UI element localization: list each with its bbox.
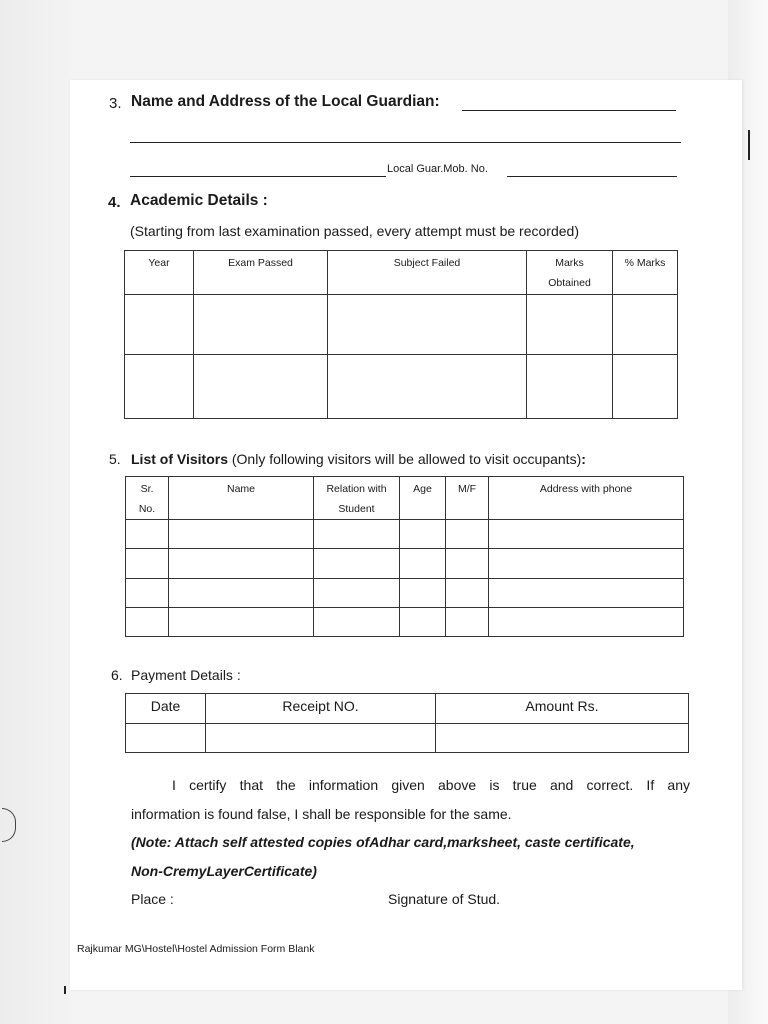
table-cell[interactable] — [400, 520, 446, 549]
table-cell[interactable] — [446, 608, 489, 637]
visitors-header-row — [126, 477, 684, 520]
section-5-number: 5. — [109, 451, 121, 467]
table-cell[interactable] — [489, 520, 684, 549]
academic-table — [124, 250, 678, 419]
declaration-line-1: I certify that the information given above is true and correct. If any — [172, 777, 690, 793]
table-row — [126, 549, 684, 579]
table-cell[interactable] — [527, 355, 613, 419]
form-page — [70, 80, 742, 990]
section-4-number: 4. — [108, 194, 121, 211]
payment-col-date: Date — [126, 694, 206, 724]
academic-col-header: Subject Failed — [328, 251, 527, 295]
table-cell[interactable] — [400, 549, 446, 579]
visitors-subtitle: (Only following visitors will be allowed to visit occupants) — [231, 451, 582, 467]
visitors-colon: : — [581, 451, 586, 467]
table-row — [125, 295, 678, 355]
edge-tick-mark — [748, 130, 750, 160]
academic-heading: Academic Details : — [130, 192, 268, 209]
table-cell[interactable] — [206, 724, 436, 753]
academic-col-header: Exam Passed — [194, 251, 328, 295]
guardian-heading: Name and Address of the Local Guardian: — [131, 93, 440, 110]
table-row — [126, 608, 684, 637]
payment-header-row — [126, 694, 689, 724]
visitors-col-header: M/F — [446, 477, 489, 520]
table-cell[interactable] — [126, 579, 169, 608]
visitors-heading: List of Visitors — [131, 451, 228, 467]
table-cell[interactable] — [314, 520, 400, 549]
table-cell[interactable] — [169, 549, 314, 579]
table-cell[interactable] — [169, 608, 314, 637]
note-line-2: Non-CremyLayerCertificate) — [131, 863, 317, 879]
table-cell[interactable] — [489, 549, 684, 579]
table-cell[interactable] — [489, 579, 684, 608]
table-row — [126, 724, 689, 753]
table-cell[interactable] — [314, 549, 400, 579]
table-cell[interactable] — [328, 355, 527, 419]
table-cell[interactable] — [400, 608, 446, 637]
table-cell[interactable] — [194, 355, 328, 419]
section-3-number: 3. — [109, 95, 122, 112]
table-cell[interactable] — [125, 295, 194, 355]
table-cell[interactable] — [527, 295, 613, 355]
visitors-heading-line — [131, 451, 586, 467]
table-cell[interactable] — [613, 355, 678, 419]
visitors-col-header: Relation with Student — [314, 477, 400, 520]
academic-col-header: Marks Obtained — [527, 251, 613, 295]
table-cell[interactable] — [489, 608, 684, 637]
table-cell[interactable] — [125, 355, 194, 419]
visitors-table — [125, 476, 684, 637]
academic-col-header: % Marks — [613, 251, 678, 295]
table-cell[interactable] — [314, 608, 400, 637]
visitors-col-header: Age — [400, 477, 446, 520]
signature-label: Signature of Stud. — [388, 891, 501, 907]
academic-header-row — [125, 251, 678, 295]
table-cell[interactable] — [126, 608, 169, 637]
place-label: Place : — [131, 891, 174, 907]
footer-file-path: Rajkumar MG\Hostel\Hostel Admission Form Blank — [77, 943, 315, 955]
payment-table — [125, 693, 689, 753]
table-cell[interactable] — [169, 520, 314, 549]
payment-heading: Payment Details : — [131, 667, 241, 683]
edge-tick-mark-bottom — [64, 986, 66, 994]
table-cell[interactable] — [446, 549, 489, 579]
background-left-margin — [0, 0, 70, 1024]
table-cell[interactable] — [126, 549, 169, 579]
table-row — [126, 520, 684, 549]
table-cell[interactable] — [613, 295, 678, 355]
payment-col-amount: Amount Rs. — [436, 694, 689, 724]
note-line-1: (Note: Attach self attested copies ofAdhar card,marksheet, caste certificate, — [131, 834, 635, 850]
academic-col-header: Year — [125, 251, 194, 295]
visitors-col-header: Name — [169, 477, 314, 520]
table-cell[interactable] — [314, 579, 400, 608]
guardian-address-line-1[interactable] — [130, 142, 681, 143]
table-row — [126, 579, 684, 608]
table-row — [125, 355, 678, 419]
table-cell[interactable] — [400, 579, 446, 608]
guardian-address-line-2[interactable] — [130, 176, 386, 177]
table-cell[interactable] — [126, 724, 206, 753]
table-cell[interactable] — [446, 520, 489, 549]
table-cell[interactable] — [194, 295, 328, 355]
guardian-mobile-line[interactable] — [507, 176, 677, 177]
table-cell[interactable] — [328, 295, 527, 355]
visitors-col-header: Sr. No. — [126, 477, 169, 520]
payment-col-receipt: Receipt NO. — [206, 694, 436, 724]
section-6-number: 6. — [111, 667, 123, 683]
guardian-name-line[interactable] — [462, 110, 676, 111]
table-cell[interactable] — [446, 579, 489, 608]
declaration-line-2: information is found false, I shall be responsible for the same. — [131, 806, 512, 822]
table-cell[interactable] — [126, 520, 169, 549]
guardian-mobile-label: Local Guar.Mob. No. — [387, 163, 488, 175]
table-cell[interactable] — [169, 579, 314, 608]
visitors-col-header: Address with phone — [489, 477, 684, 520]
table-cell[interactable] — [436, 724, 689, 753]
academic-subtitle: (Starting from last examination passed, every attempt must be recorded) — [130, 223, 579, 239]
